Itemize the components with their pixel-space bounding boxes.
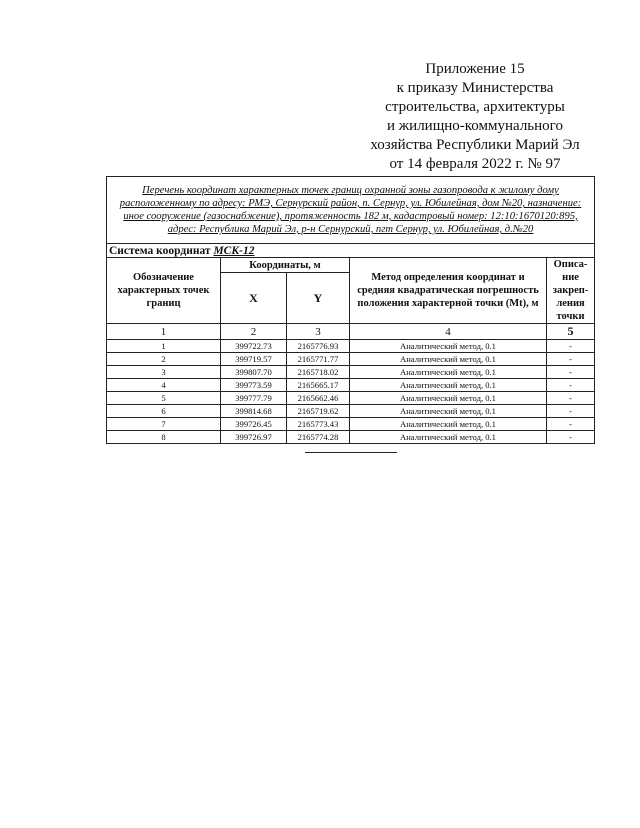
point-number: 7 — [107, 418, 221, 431]
point-number: 5 — [107, 392, 221, 405]
appendix-header — [330, 60, 620, 174]
point-number: 3 — [107, 366, 221, 379]
header-method: Метод определения координат и средняя квадратическая погрешность положения характерной точки (Mt), м — [350, 258, 547, 324]
x-value: 399814.68 — [221, 405, 287, 418]
coordinate-system-label: Система координат — [109, 244, 211, 257]
method-value: Аналитический метод, 0.1 — [350, 366, 547, 379]
coordinates-table — [106, 176, 595, 444]
table-row — [107, 366, 595, 379]
point-number: 4 — [107, 379, 221, 392]
system-row — [107, 244, 595, 258]
table-caption: Перечень координат характерных точек границ охранной зоны газопровода к жилому дому расположенному по адресу: РМЭ, Сернурский район, п. Сернур, ул. Юбилейная, дом №20, назначение: иное сооружение (газоснабжение), протяженность 182 м, кадастровый номер: 12:10:1670120:895, адрес: Республика Марий Эл, р-н Сернурский, пгт Сернур, ул. Юбилейная, д.№20 — [107, 177, 595, 244]
column-number: 4 — [350, 324, 547, 340]
y-value: 2165773.43 — [287, 418, 350, 431]
header-x: X — [221, 273, 287, 324]
table-row — [107, 431, 595, 444]
method-value: Аналитический метод, 0.1 — [350, 405, 547, 418]
table-row — [107, 379, 595, 392]
header-description: Описа-ние закреп-ления точки — [547, 258, 595, 324]
point-number: 1 — [107, 340, 221, 353]
y-value: 2165774.28 — [287, 431, 350, 444]
point-number: 2 — [107, 353, 221, 366]
description-value: - — [547, 353, 595, 366]
appendix-line: Приложение 15 — [425, 61, 525, 77]
table-row — [107, 392, 595, 405]
header-point: Обозначение характерных точек границ — [107, 258, 221, 324]
table-row — [107, 418, 595, 431]
appendix-line: к приказу Министерства — [396, 80, 554, 96]
column-number: 2 — [221, 324, 287, 340]
x-value: 399726.97 — [221, 431, 287, 444]
description-value: - — [547, 340, 595, 353]
caption-row — [107, 177, 595, 244]
header-y: Y — [287, 273, 350, 324]
x-value: 399777.79 — [221, 392, 287, 405]
column-number-row — [107, 324, 595, 340]
y-value: 2165771.77 — [287, 353, 350, 366]
description-value: - — [547, 392, 595, 405]
method-value: Аналитический метод, 0.1 — [350, 418, 547, 431]
x-value: 399719.57 — [221, 353, 287, 366]
header-coords: Координаты, м — [221, 258, 350, 273]
point-number: 8 — [107, 431, 221, 444]
method-value: Аналитический метод, 0.1 — [350, 340, 547, 353]
x-value: 399773.59 — [221, 379, 287, 392]
table-row — [107, 353, 595, 366]
y-value: 2165776.93 — [287, 340, 350, 353]
description-value: - — [547, 418, 595, 431]
method-value: Аналитический метод, 0.1 — [350, 353, 547, 366]
end-divider — [305, 452, 397, 453]
method-value: Аналитический метод, 0.1 — [350, 392, 547, 405]
method-value: Аналитический метод, 0.1 — [350, 431, 547, 444]
appendix-line: строительства, архитектуры — [385, 99, 565, 115]
y-value: 2165662.46 — [287, 392, 350, 405]
coordinate-system — [107, 244, 595, 258]
appendix-line: от 14 февраля 2022 г. № 97 — [389, 156, 561, 172]
description-value: - — [547, 431, 595, 444]
description-value: - — [547, 379, 595, 392]
header-row — [107, 258, 595, 273]
x-value: 399722.73 — [221, 340, 287, 353]
x-value: 399807.70 — [221, 366, 287, 379]
point-number: 6 — [107, 405, 221, 418]
method-value: Аналитический метод, 0.1 — [350, 379, 547, 392]
x-value: 399726.45 — [221, 418, 287, 431]
column-number: 5 — [547, 324, 595, 340]
table-row — [107, 405, 595, 418]
y-value: 2165665.17 — [287, 379, 350, 392]
column-number: 1 — [107, 324, 221, 340]
appendix-line: хозяйства Республики Марий Эл — [370, 137, 580, 153]
y-value: 2165719.62 — [287, 405, 350, 418]
description-value: - — [547, 366, 595, 379]
y-value: 2165718.02 — [287, 366, 350, 379]
appendix-line: и жилищно-коммунального — [387, 118, 563, 134]
table-row — [107, 340, 595, 353]
description-value: - — [547, 405, 595, 418]
column-number: 3 — [287, 324, 350, 340]
coordinate-system-name: МСК-12 — [213, 244, 255, 257]
